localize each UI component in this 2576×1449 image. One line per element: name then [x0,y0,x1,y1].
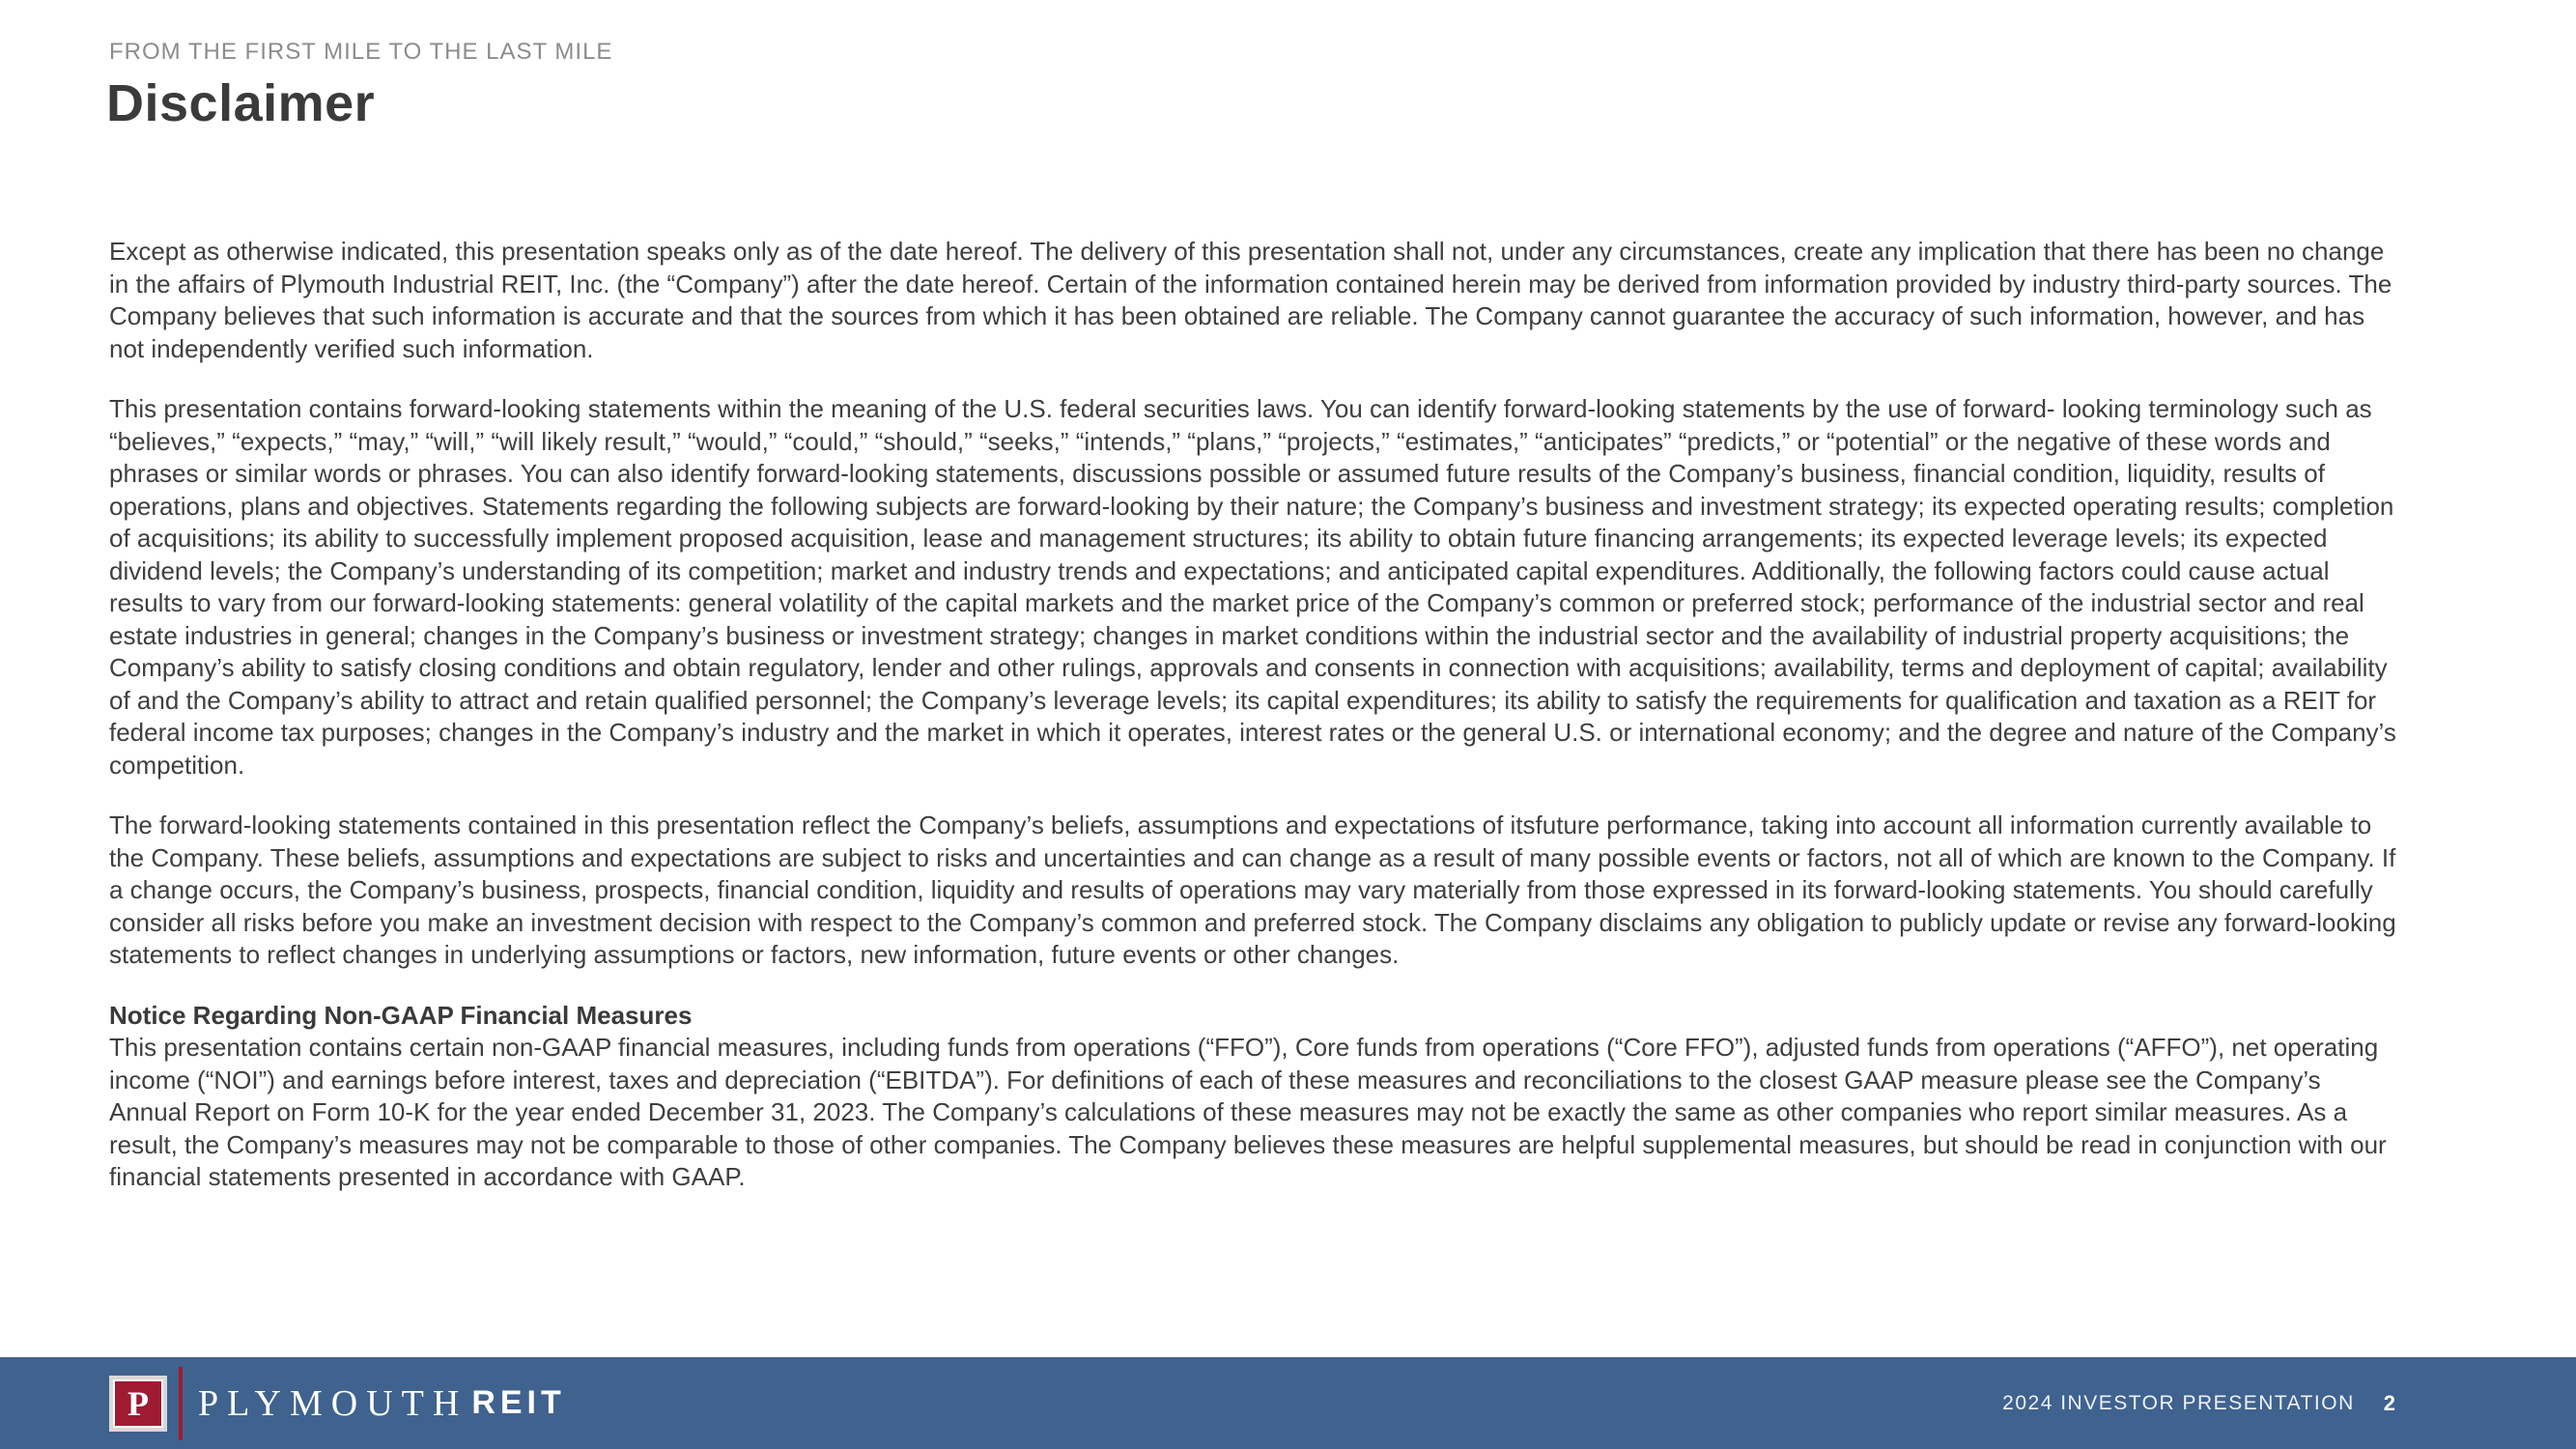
non-gaap-section [109,1000,2400,1194]
logo-name-text: PLYMOUTH [198,1382,468,1424]
paragraph-beliefs-assumptions: The forward-looking statements contained in this presentation reflect the Company’s beliefs, assumptions and expectations of itsfuture performance, taking into account all information currently available to the Company. These beliefs, assumptions and expectations are subject to risks and uncertainties and can change as a result of many possible events or factors, not all of which are known to the Company. If a change occurs, the Company’s business, prospects, financial condition, liquidity and results of operations may vary materially from those expressed in its forward-looking statements. You should carefully consider all risks before you make an investment decision with respect to the Company’s common and preferred stock. The Company disclaims any obligation to publicly update or revise any forward-looking statements to reflect changes in underlying assumptions or factors, new information, future events or other changes. [109,810,2396,969]
plymouth-reit-logo [109,1367,566,1440]
footer-bar [0,1357,2576,1449]
logo-suffix-text: REIT [471,1384,566,1421]
footer-caption-group [2002,1391,2395,1416]
page-title: Disclaimer [106,74,376,132]
logo-p-icon: P [109,1376,167,1432]
non-gaap-body: This presentation contains certain non-GAAP financial measures, including funds from operations (“FFO”), Core funds from operations (“Core FFO”), adjusted funds from operations (“AFFO”), net operating income (“NOI”) and earnings before interest, taxes and depreciation (“EBITDA”). For definitions of each of these measures and reconciliations to the closest GAAP measure please see the Company’s Annual Report on Form 10-K for the year ended December 31, 2023. The Company’s calculations of these measures may not be exactly the same as other companies who report similar measures. As a result, the Company’s measures may not be comparable to those of other companies. The Company believes these measures are helpful supplemental measures, but should be read in conjunction with our financial statements presented in accordance with GAAP. [109,1033,2387,1191]
slide-eyebrow: FROM THE FIRST MILE TO THE LAST MILE [109,39,613,65]
paragraph-date-hereof: Except as otherwise indicated, this presentation speaks only as of the date hereof. The delivery of this presentation shall not, under any circumstances, create any implication that there has been no change in the affairs of Plymouth Industrial REIT, Inc. (the “Company”) after the date hereof. Certain of the information contained herein may be derived from information provided by industry third-party sources. The Company believes that such information is accurate and that the sources from which it has been obtained are reliable. The Company cannot guarantee the accuracy of such information, however, and has not independently verified such information. [109,237,2392,363]
paragraph-forward-looking: This presentation contains forward-looking statements within the meaning of the U.S. federal securities laws. You can identify forward-looking statements by the use of forward- looking terminology such as “believes,” “expects,” “may,” “will,” “will likely result,” “would,” “could,” “should,” “seeks,” “intends,” “plans,” “projects,” “estimates,” “anticipates” “predicts,” or “potential” or the negative of these words and phrases or similar words or phrases. You can also identify forward-looking statements, discussions possible or assumed future results of the Company’s business, financial condition, liquidity, results of operations, plans and objectives. Statements regarding the following subjects are forward-looking by their nature; the Company’s business and investment strategy; its expected operating results; completion of acquisitions; its ability to successfully implement proposed acquisition, lease and management structures; its ability to obtain future financing arrangements; its expected leverage levels; its expected dividend levels; the Company’s understanding of its competition; market and industry trends and expectations; and anticipated capital expenditures. Additionally, the following factors could cause actual results to vary from our forward-looking statements: general volatility of the capital markets and the market price of the Company’s common or preferred stock; performance of the industrial sector and real estate industries in general; changes in the Company’s business or investment strategy; changes in market conditions within the industrial sector and the availability of industrial property acquisitions; the Company’s ability to satisfy closing conditions and obtain regulatory, lender and other rulings, approvals and consents in connection with acquisitions; availability, terms and deployment of capital; availability of and the Company’s ability to attract and retain qualified personnel; the Company’s leverage levels; its capital expenditures; its ability to satisfy the requirements for qualification and taxation as a REIT for federal income tax purposes; changes in the Company’s industry and the market in which it operates, interest rates or the general U.S. or international economy; and the degree and nature of the Company’s competition. [109,394,2396,780]
non-gaap-heading: Notice Regarding Non-GAAP Financial Measures [109,1000,693,1030]
footer-caption: 2024 INVESTOR PRESENTATION [2002,1391,2355,1414]
logo-divider [179,1367,183,1440]
disclaimer-body [109,236,2400,1194]
page-number: 2 [2383,1390,2395,1415]
